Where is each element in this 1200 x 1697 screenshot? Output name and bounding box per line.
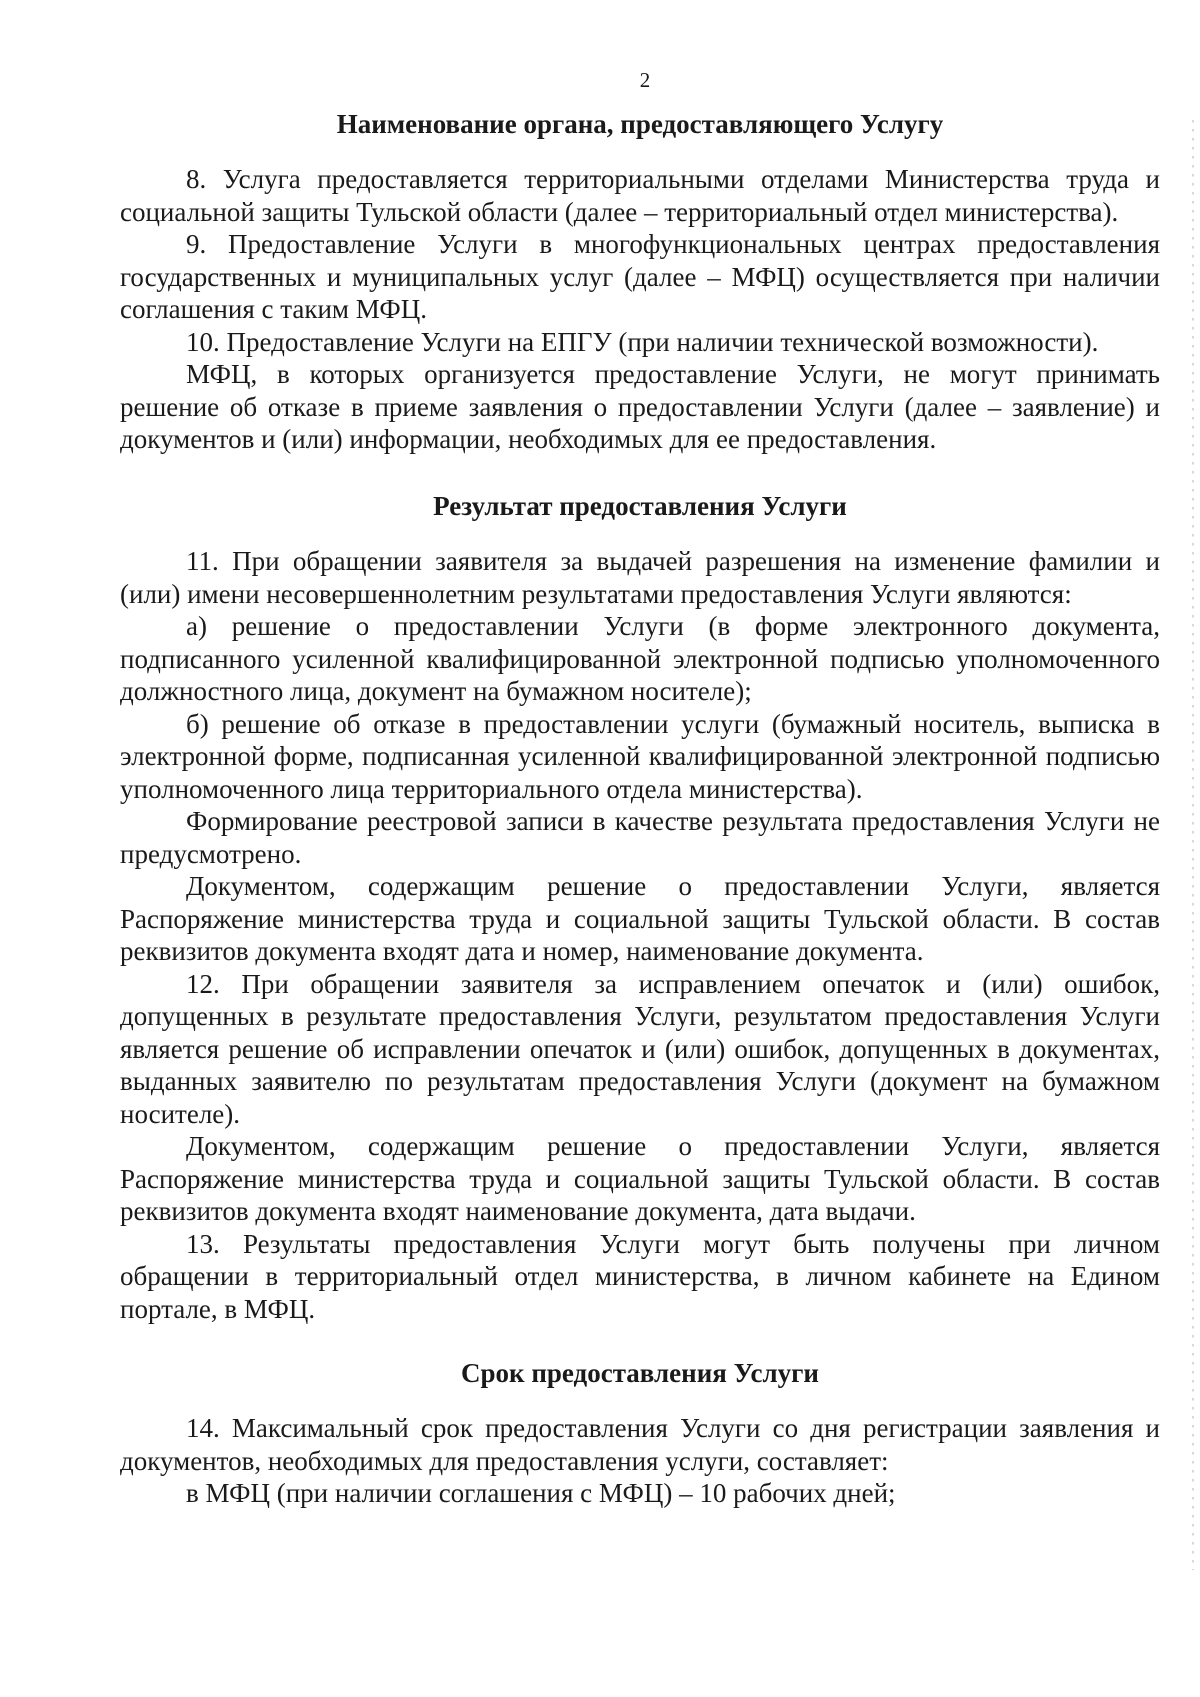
paragraph-12: 12. При обращении заявителя за исправлением опечаток и (или) ошибок, допущенных в результате предоставления Услуги, результатом предоставления Услуги является решение об исправлении опечаток и (или) ошибок, допущенных в документах, выданных заявителю по результатам предоставления Услуги (документ на бумажном носителе). <box>120 968 1160 1129</box>
paragraph-9: 9. Предоставление Услуги в многофункциональных центрах предоставления государственных и муниципальных услуг (далее – МФЦ) осуществляется при наличии соглашения с таким МФЦ. <box>120 229 1160 324</box>
section-body-service-term <box>120 1412 1160 1510</box>
paragraph-11-b: б) решение об отказе в предоставлении услуги (бумажный носитель, выписка в электронной форме, подписанная усиленной квалифицированной электронной подписью уполномоченного лица территориального отдела министерства). <box>120 708 1160 804</box>
paragraph-correction-document: Документом, содержащим решение о предоставлении Услуги, является Распоряжение министерства труда и социальной защиты Тульской области. В состав реквизитов документа входят наименование документа, дата выдачи. <box>120 1131 1160 1226</box>
paragraph-11-a: а) решение о предоставлении Услуги (в форме электронного документа, подписанного усиленной квалифицированной электронной подписью уполномоченного должностного лица, документ на бумажном носителе); <box>120 611 1160 706</box>
paragraph-11: 11. При обращении заявителя за выдачей разрешения на изменение фамилии и (или) имени несовершеннолетним результатами предоставления Услуги являются: <box>120 546 1160 609</box>
section-heading-service-term: Срок предоставления Услуги <box>461 1358 819 1388</box>
section-body-service-result <box>120 545 1160 1325</box>
paragraph-mfc-restriction: МФЦ, в которых организуется предоставление Услуги, не могут принимать решение об отказе в приеме заявления о предоставлении Услуги (далее – заявление) и документов и (или) информации, необходимых для ее предоставления. <box>120 359 1160 454</box>
paragraph-registry-record: Формирование реестровой записи в качестве результата предоставления Услуги не предусмотрено. <box>120 806 1160 869</box>
paragraph-13: 13. Результаты предоставления Услуги могут быть получены при личном обращении в территориальный отдел министерства, в личном кабинете на Едином портале, в МФЦ. <box>120 1228 1160 1324</box>
section-body-service-authority <box>120 163 1160 456</box>
paragraph-8: 8. Услуга предоставляется территориальными отделами Министерства труда и социальной защиты Тульской области (далее – территориальный отдел министерства). <box>120 164 1160 227</box>
paragraph-mfc-term: в МФЦ (при наличии соглашения с МФЦ) – 10 рабочих дней; <box>186 1478 896 1508</box>
paragraph-decision-document: Документом, содержащим решение о предоставлении Услуги, является Распоряжение министерства труда и социальной защиты Тульской области. В состав реквизитов документа входят дата и номер, наименование документа. <box>120 871 1160 966</box>
scan-edge-artifact <box>1192 120 1194 1570</box>
section-heading-service-authority: Наименование органа, предоставляющего Услугу <box>336 109 944 139</box>
section-heading-service-result: Результат предоставления Услуги <box>433 491 847 521</box>
paragraph-14: 14. Максимальный срок предоставления Услуги со дня регистрации заявления и документов, необходимых для предоставления услуги, составляет: <box>120 1413 1160 1476</box>
page-number: 2 <box>639 68 651 92</box>
paragraph-10: 10. Предоставление Услуги на ЕПГУ (при наличии технической возможности). <box>186 326 1099 357</box>
